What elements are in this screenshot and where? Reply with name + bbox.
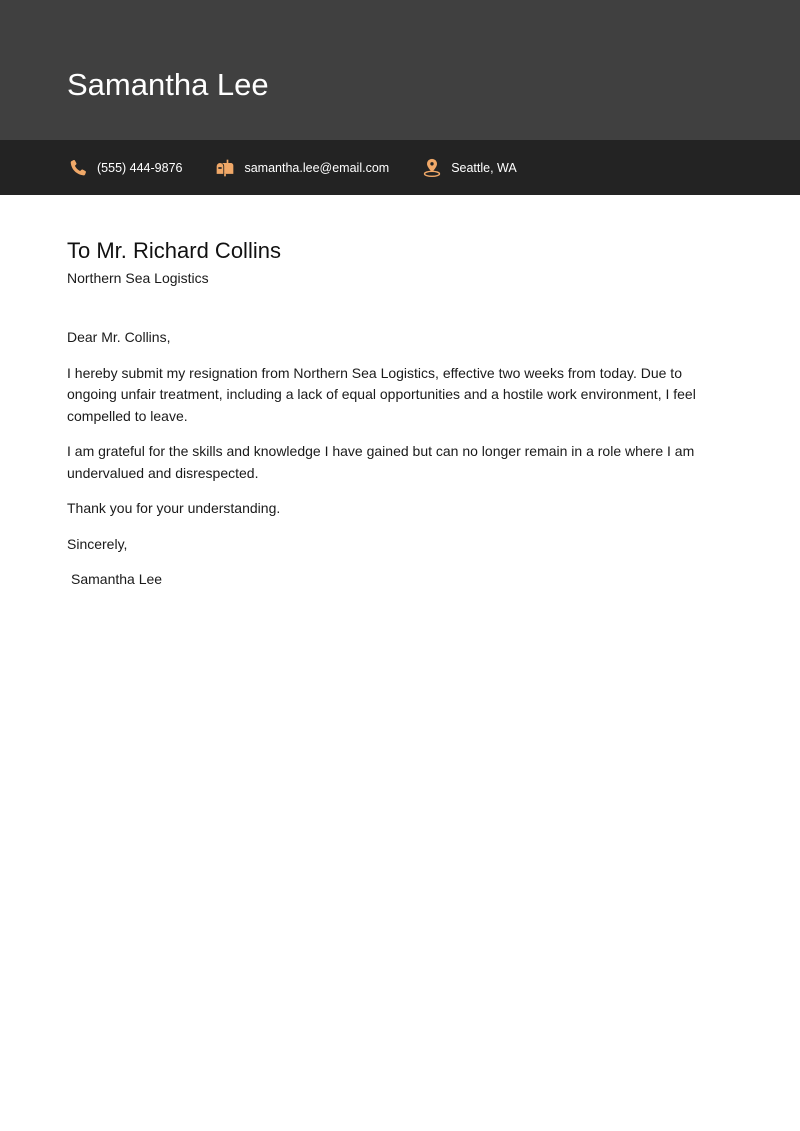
location-text: Seattle, WA bbox=[451, 160, 517, 175]
contact-phone bbox=[68, 158, 182, 178]
closing: Sincerely, bbox=[67, 535, 128, 552]
paragraph: I hereby submit my resignation from Northern Sea Logistics, effective two weeks from today. Due to ongoing unfair treatment, including a lack of equal opportunities and a hostile work environment, I feel compelled to leave. bbox=[67, 364, 696, 424]
letter-body bbox=[67, 238, 733, 591]
phone-text: (555) 444-9876 bbox=[97, 160, 183, 175]
recipient: To Mr. Richard Collins bbox=[67, 238, 281, 263]
paragraph: Thank you for your understanding. bbox=[67, 500, 281, 516]
header bbox=[0, 0, 800, 140]
mailbox-icon bbox=[215, 158, 235, 178]
phone-icon bbox=[68, 158, 88, 178]
email-text: samantha.lee@email.com bbox=[244, 160, 390, 175]
contact-email bbox=[215, 158, 389, 178]
signature: Samantha Lee bbox=[71, 571, 163, 587]
location-pin-icon bbox=[422, 158, 442, 178]
contact-location bbox=[422, 158, 517, 178]
salutation: Dear Mr. Collins, bbox=[67, 329, 171, 345]
contact-bar bbox=[0, 140, 800, 195]
recipient-company: Northern Sea Logistics bbox=[67, 270, 209, 286]
applicant-name: Samantha Lee bbox=[67, 67, 269, 102]
paragraph: I am grateful for the skills and knowledge I have gained but can no longer remain in a role where I am undervalued and disrespected. bbox=[67, 443, 695, 481]
